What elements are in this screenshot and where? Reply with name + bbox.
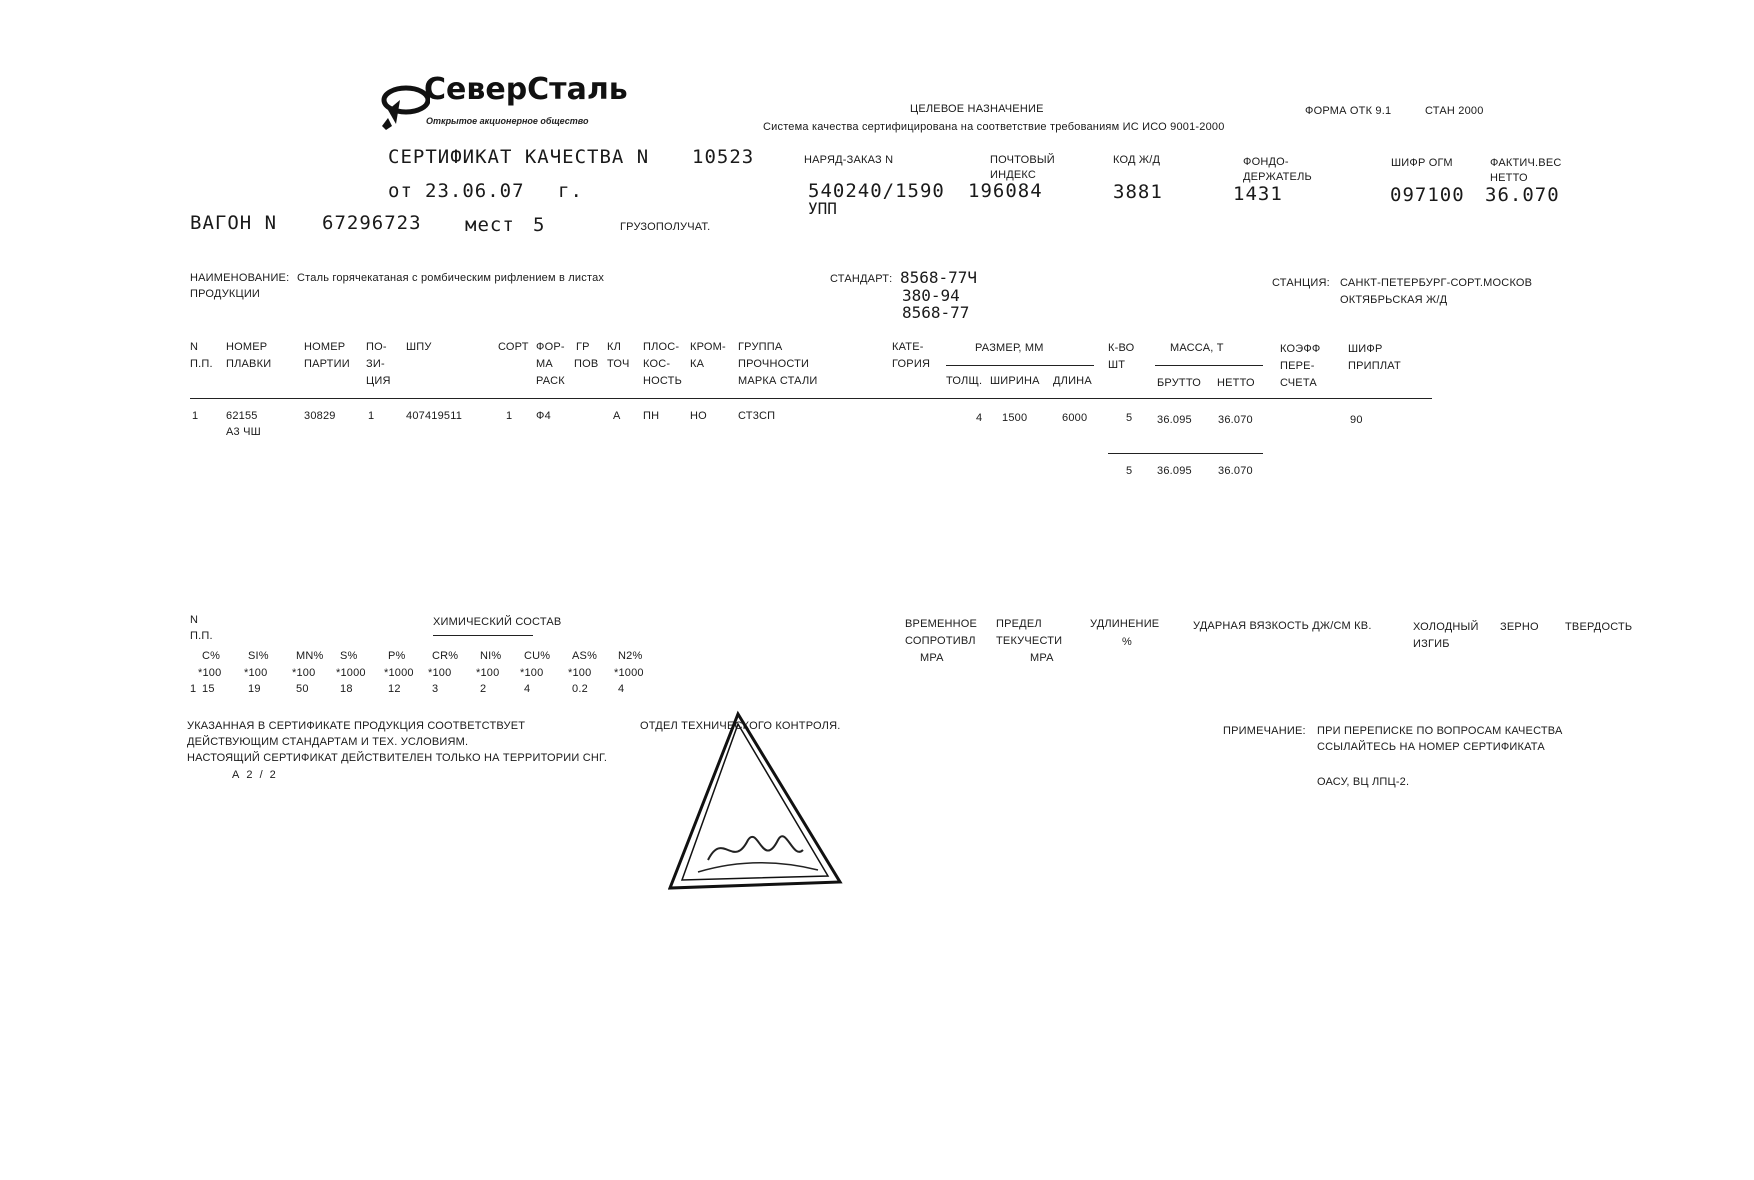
chem-col-mul: *100	[428, 667, 452, 679]
hdr-form-1: ФОР-	[536, 341, 565, 353]
standard-2: 380-94	[902, 286, 960, 305]
hdr-kl-1: КЛ	[607, 341, 622, 353]
chem-col-el: С%	[202, 650, 221, 662]
hdr-size: РАЗМЕР, ММ	[975, 342, 1044, 354]
hdr-coef-3: СЧЕТА	[1280, 377, 1317, 389]
chem-col-el: NI%	[480, 650, 502, 662]
order-extra: УПП	[808, 199, 837, 218]
cell-melt: 62155	[226, 410, 258, 422]
hdr-melt-1: НОМЕР	[226, 341, 268, 353]
hdr-edge-2: КА	[690, 358, 705, 370]
hdr-net: НЕТТО	[1217, 377, 1255, 389]
cell-thick: 4	[976, 412, 983, 424]
cell-length: 6000	[1062, 412, 1088, 424]
hdr-form-3: РАСК	[536, 375, 565, 387]
hdr-length: ДЛИНА	[1053, 375, 1092, 387]
note-label: ПРИМЕЧАНИЕ:	[1223, 725, 1306, 737]
hdr-pos-2: ЗИ-	[366, 358, 385, 370]
hdr-sort: СОРТ	[498, 341, 529, 353]
postal-value: 196084	[968, 180, 1043, 202]
weight-label-2: НЕТТО	[1490, 172, 1528, 184]
chem-col-val: 15	[202, 683, 215, 695]
postal-label-1: ПОЧТОВЫЙ	[990, 154, 1055, 166]
chem-col-el: AS%	[572, 650, 598, 662]
chem-col-mul: *100	[244, 667, 268, 679]
cell-flat: ПН	[643, 410, 660, 422]
brand-name: СеверСталь	[424, 72, 628, 107]
chem-col-mul: *100	[568, 667, 592, 679]
certificate-date: 23.06.07	[425, 180, 525, 202]
fund-label-1: ФОНДО-	[1243, 156, 1289, 168]
chem-col-el: SI%	[248, 650, 269, 662]
chem-col-mul: *1000	[384, 667, 414, 679]
chem-row-n: 1	[190, 683, 197, 695]
chem-col-val: 18	[340, 683, 353, 695]
cell-kl: А	[613, 410, 621, 422]
hdr-gr-2: ПОВ	[574, 358, 599, 370]
cell-edge: НО	[690, 410, 707, 422]
hdr-strength-3: МАРКА СТАЛИ	[738, 375, 818, 387]
weight-label-1: ФАКТИЧ.ВЕС	[1490, 157, 1562, 169]
product-name-label-2: ПРОДУКЦИИ	[190, 288, 261, 300]
chem-col-el: MN%	[296, 650, 324, 662]
wagon-number: 67296723	[322, 212, 422, 234]
hdr-strength-2: ПРОЧНОСТИ	[738, 358, 810, 370]
chem-col-val: 3	[432, 683, 439, 695]
yield-1: ПРЕДЕЛ	[996, 618, 1042, 630]
standard-1: 8568-77Ч	[900, 268, 978, 287]
note-1: ПРИ ПЕРЕПИСКЕ ПО ВОПРОСАМ КАЧЕСТВА	[1317, 725, 1563, 737]
otk-stamp-icon	[668, 710, 848, 890]
cell-shu: 407419511	[406, 410, 463, 422]
postal-label-2: ИНДЕКС	[990, 169, 1037, 181]
weight-value: 36.070	[1485, 184, 1560, 206]
rail-code-value: 3881	[1113, 181, 1163, 203]
chem-col-el: S%	[340, 650, 358, 662]
validity: НАСТОЯЩИЙ СЕРТИФИКАТ ДЕЙСТВИТЕЛЕН ТОЛЬКО НА ТЕРРИТОРИИ СНГ.	[187, 752, 608, 764]
page-number: А 2 / 2	[232, 769, 278, 781]
station-label: СТАНЦИЯ:	[1272, 277, 1330, 289]
hdr-coef-2: ПЕРЕ-	[1280, 360, 1315, 372]
places-count: 5	[533, 214, 546, 236]
hdr-gross: БРУТТО	[1157, 377, 1202, 389]
bend-2: ИЗГИБ	[1413, 638, 1450, 650]
hdr-melt-2: ПЛАВКИ	[226, 358, 272, 370]
form-label: ФОРМА ОТК 9.1	[1305, 105, 1392, 117]
tensile-2: СОПРОТИВЛ	[905, 635, 976, 647]
cell-strength: СТ3СП	[738, 410, 776, 422]
chem-col-el: CU%	[524, 650, 551, 662]
total-gross: 36.095	[1157, 465, 1192, 477]
chem-col-mul: *100	[520, 667, 544, 679]
cell-form: Ф4	[536, 410, 551, 422]
note-2: ССЫЛАЙТЕСЬ НА НОМЕР СЕРТИФИКАТА	[1317, 741, 1545, 753]
hdr-width: ШИРИНА	[990, 375, 1040, 387]
total-qty: 5	[1126, 465, 1133, 477]
tensile-3: МРА	[920, 652, 944, 664]
system-label: ОАСУ, ВЦ ЛПЦ-2.	[1317, 776, 1410, 788]
hdr-strength-1: ГРУППА	[738, 341, 783, 353]
chem-col-val: 4	[524, 683, 531, 695]
chem-col-val: 4	[618, 683, 625, 695]
mill-label: СТАН 2000	[1425, 105, 1484, 117]
elong-1: УДЛИНЕНИЕ	[1090, 618, 1160, 630]
cipher-value: 097100	[1390, 184, 1465, 206]
product-name-value: Сталь горячекатаная с ромбическим рифлением в листах	[297, 272, 605, 284]
rail-code-label: КОД Ж/Д	[1113, 154, 1161, 166]
bend-1: ХОЛОДНЫЙ	[1413, 621, 1479, 633]
date-suffix: г.	[558, 180, 583, 202]
chem-col-val: 12	[388, 683, 401, 695]
hdr-kl-2: ТОЧ	[607, 358, 630, 370]
cell-qty: 5	[1126, 412, 1133, 424]
wagon-label: ВАГОН N	[190, 212, 278, 234]
station-value-1: САНКТ-ПЕТЕРБУРГ-СОРТ.МОСКОВ	[1340, 277, 1533, 289]
chem-col-mul: *100	[476, 667, 500, 679]
chem-col-el: P%	[388, 650, 406, 662]
hdr-edge-1: КРОМ-	[690, 341, 726, 353]
standard-3: 8568-77	[902, 303, 970, 322]
cell-n: 1	[192, 410, 199, 422]
hdr-pos-3: ЦИЯ	[366, 375, 391, 387]
cell-batch: 30829	[304, 410, 336, 422]
consignee-label: ГРУЗОПОЛУЧАТ.	[620, 221, 711, 233]
severstal-emblem-icon	[378, 80, 430, 132]
elong-2: %	[1122, 636, 1132, 648]
date-prefix: от	[388, 180, 413, 202]
hdr-cat-2: ГОРИЯ	[892, 358, 931, 370]
order-label: НАРЯД-ЗАКАЗ N	[804, 154, 894, 166]
hdr-qty-2: ШТ	[1108, 359, 1126, 371]
impact: УДАРНАЯ ВЯЗКОСТЬ ДЖ/СМ КВ.	[1193, 620, 1372, 632]
company-logo	[378, 72, 638, 138]
hdr-shu: ШПУ	[406, 341, 432, 353]
hdr-thick: ТОЛЩ.	[946, 375, 983, 387]
otk-label: ОТДЕЛ ТЕХНИЧЕСКОГО КОНТРОЛЯ.	[640, 720, 841, 732]
hdr-flat-3: НОСТЬ	[643, 375, 683, 387]
conformity-2: ДЕЙСТВУЮЩИМ СТАНДАРТАМ И ТЕХ. УСЛОВИЯМ.	[187, 736, 469, 748]
hdr-coef-1: КОЭФФ	[1280, 343, 1321, 355]
qms-text: Система качества сертифицирована на соответствие требованиям ИС ИСО 9001-2000	[763, 121, 1225, 133]
grain: ЗЕРНО	[1500, 621, 1539, 633]
hdr-cipher-1: ШИФР	[1348, 343, 1383, 355]
product-name-label-1: НАИМЕНОВАНИЕ:	[190, 272, 290, 284]
hdr-cat-1: КАТЕ-	[892, 341, 924, 353]
yield-2: ТЕКУЧЕСТИ	[996, 635, 1063, 647]
chem-col-mul: *1000	[614, 667, 644, 679]
fund-value: 1431	[1233, 183, 1283, 205]
totals-rule	[1108, 453, 1263, 454]
hdr-batch-1: НОМЕР	[304, 341, 346, 353]
fund-label-2: ДЕРЖАТЕЛЬ	[1243, 171, 1312, 183]
hdr-n-2: П.П.	[190, 358, 213, 370]
chem-col-val: 0.2	[572, 683, 588, 695]
chem-col-val: 19	[248, 683, 261, 695]
cell-gross: 36.095	[1157, 414, 1192, 426]
hdr-n-1: N	[190, 341, 199, 353]
chem-col-el: N2%	[618, 650, 643, 662]
hdr-flat-2: КОС-	[643, 358, 671, 370]
cell-width: 1500	[1002, 412, 1028, 424]
cell-melt-extra: А3 ЧШ	[226, 426, 261, 438]
tensile-1: ВРЕМЕННОЕ	[905, 618, 978, 630]
purpose-label: ЦЕЛЕВОЕ НАЗНАЧЕНИЕ	[910, 103, 1044, 115]
chem-col-mul: *100	[198, 667, 222, 679]
chem-col-mul: *100	[292, 667, 316, 679]
hdr-gr-1: ГР	[576, 341, 590, 353]
cell-pos: 1	[368, 410, 375, 422]
hdr-flat-1: ПЛОС-	[643, 341, 680, 353]
hdr-qty-1: К-ВО	[1108, 342, 1135, 354]
brand-subtitle: Открытое акционерное общество	[426, 116, 589, 126]
cipher-label: ШИФР ОГМ	[1391, 157, 1453, 169]
certificate-number: 10523	[692, 146, 755, 168]
cell-sort: 1	[506, 410, 513, 422]
chem-col-val: 50	[296, 683, 309, 695]
chem-n-1: N	[190, 614, 199, 626]
certificate-title: СЕРТИФИКАТ КАЧЕСТВА N	[388, 146, 650, 168]
conformity-1: УКАЗАННАЯ В СЕРТИФИКАТЕ ПРОДУКЦИЯ СООТВЕТСТВУЕТ	[187, 720, 526, 732]
yield-3: МРА	[1030, 652, 1054, 664]
hdr-pos-1: ПО-	[366, 341, 387, 353]
cell-net: 36.070	[1218, 414, 1253, 426]
total-net: 36.070	[1218, 465, 1253, 477]
hdr-form-2: МА	[536, 358, 553, 370]
chem-col-val: 2	[480, 683, 487, 695]
chem-n-2: П.П.	[190, 630, 213, 642]
standard-label: СТАНДАРТ:	[830, 273, 893, 285]
table-header-rule	[190, 398, 1432, 399]
hdr-batch-2: ПАРТИИ	[304, 358, 350, 370]
chem-col-el: CR%	[432, 650, 459, 662]
hardness: ТВЕРДОСТЬ	[1565, 621, 1633, 633]
station-value-2: ОКТЯБРЬСКАЯ Ж/Д	[1340, 294, 1448, 306]
order-value: 540240/1590	[808, 180, 945, 202]
cell-cipher: 90	[1350, 414, 1363, 426]
chem-col-mul: *1000	[336, 667, 366, 679]
hdr-mass: МАССА, Т	[1170, 342, 1224, 354]
hdr-cipher-2: ПРИПЛАТ	[1348, 360, 1401, 372]
chem-title: ХИМИЧЕСКИЙ СОСТАВ	[433, 616, 562, 628]
places-label: мест	[465, 214, 515, 236]
